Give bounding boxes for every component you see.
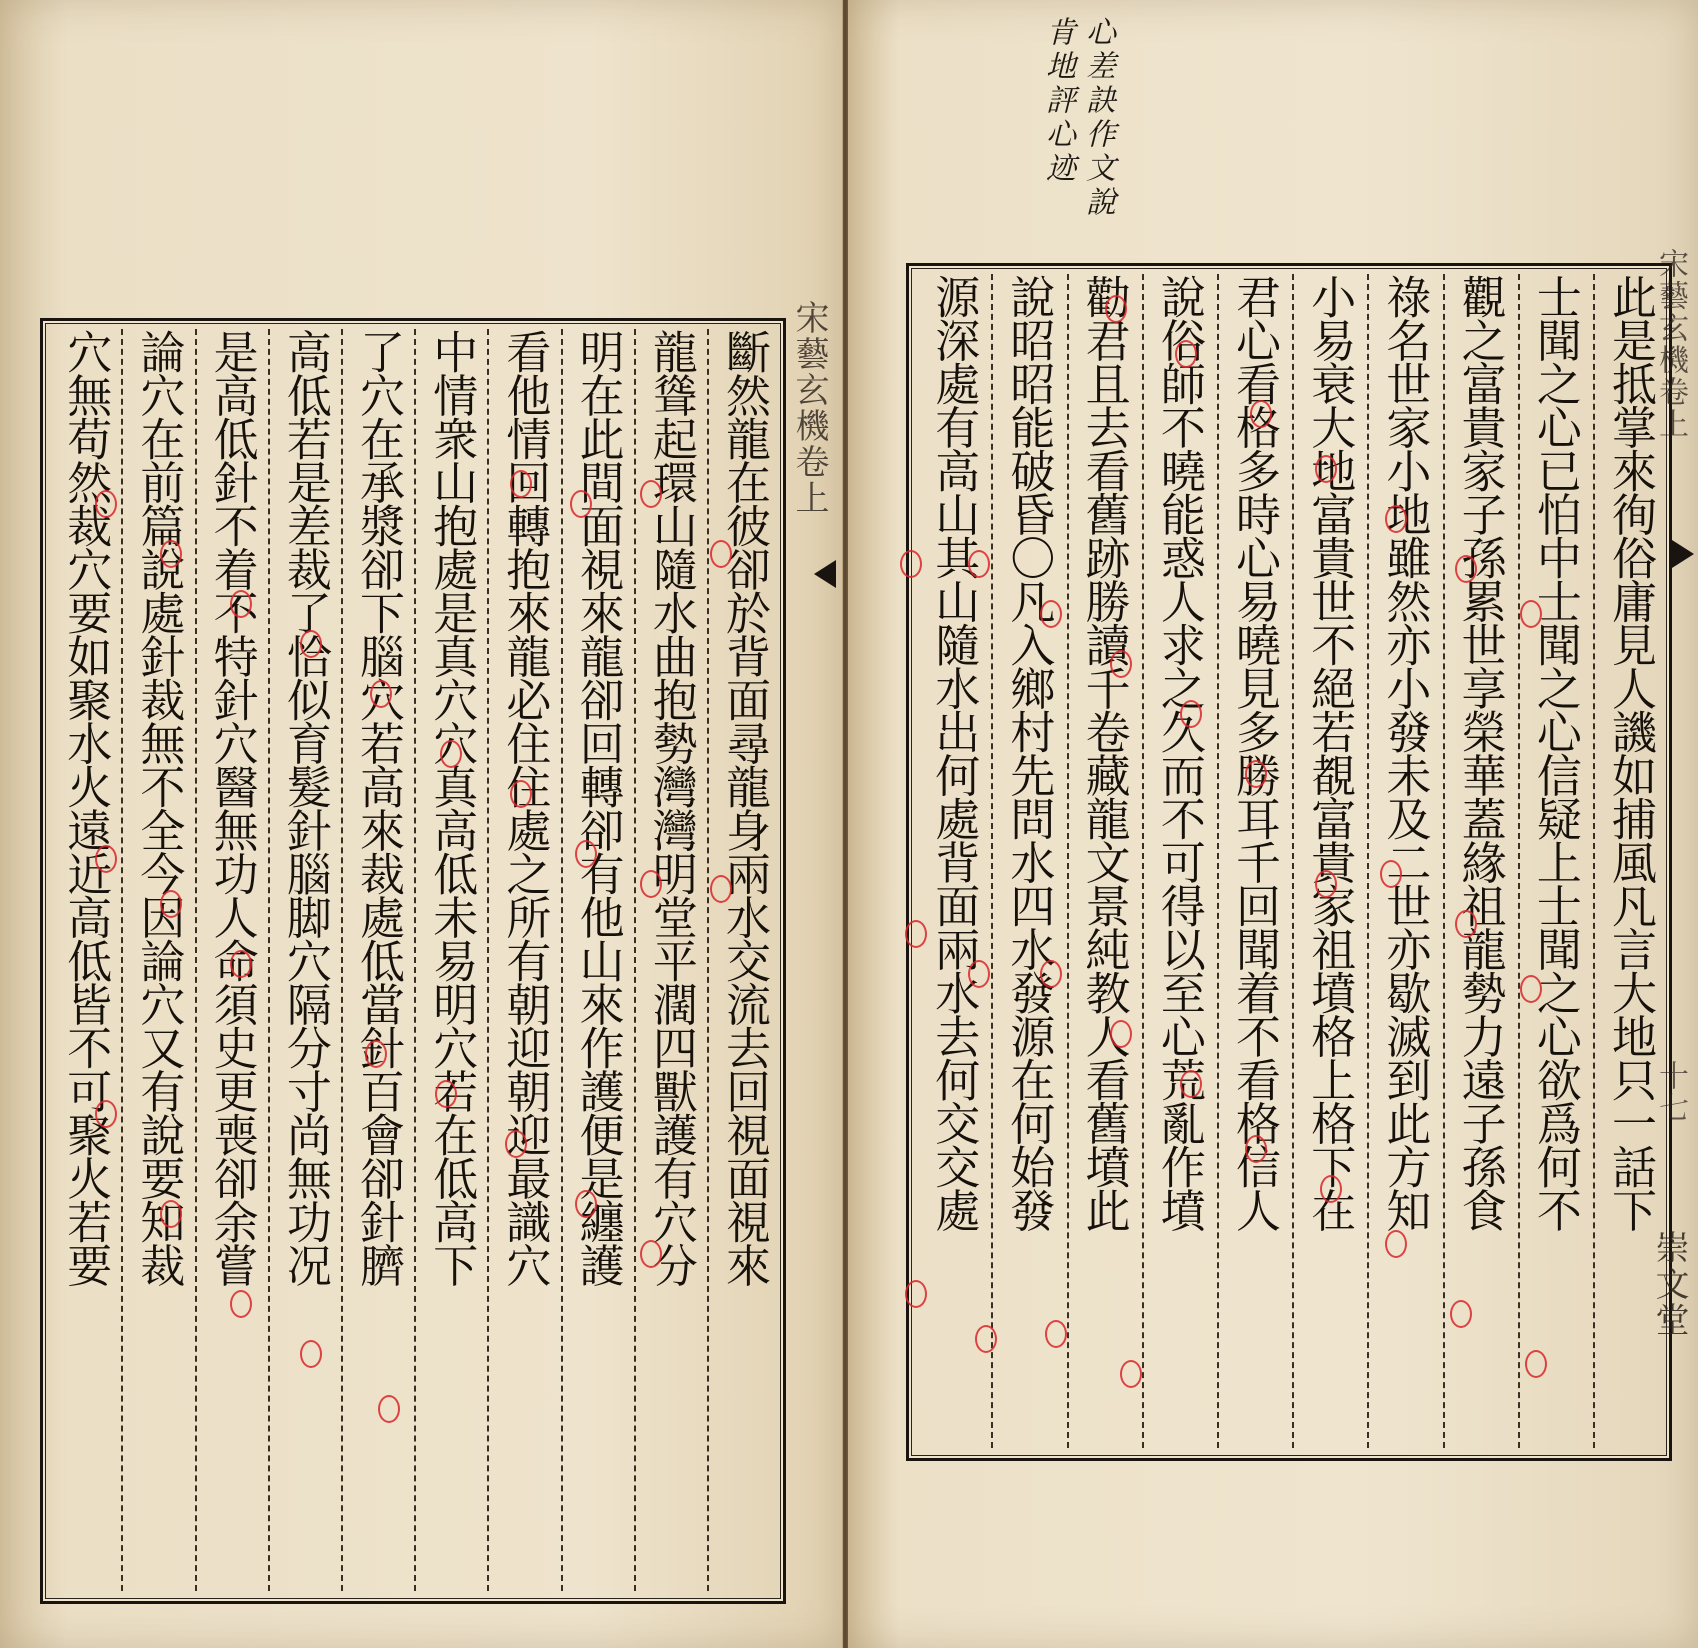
red-punctuation-mark bbox=[510, 780, 532, 808]
red-punctuation-mark bbox=[1385, 1230, 1407, 1258]
red-punctuation-mark bbox=[160, 1200, 182, 1228]
red-punctuation-mark bbox=[968, 960, 990, 988]
red-punctuation-mark bbox=[975, 1325, 997, 1353]
red-punctuation-mark bbox=[435, 1080, 457, 1108]
left-page bbox=[0, 0, 843, 1648]
red-punctuation-mark bbox=[1525, 1350, 1547, 1378]
red-punctuation-mark bbox=[905, 1280, 927, 1308]
right-edge-label: 宋藝玄機卷上 bbox=[1653, 248, 1688, 440]
red-punctuation-mark bbox=[300, 630, 322, 658]
red-punctuation-mark bbox=[95, 845, 117, 873]
red-punctuation-mark bbox=[575, 1190, 597, 1218]
red-punctuation-mark bbox=[95, 490, 117, 518]
red-punctuation-mark bbox=[1040, 600, 1062, 628]
text-column: 觀之富貴家子孫累世享榮華蓋緣祖龍勢力遠子孫食 bbox=[1443, 274, 1515, 1448]
text-column: 士聞之心已怕中士聞之心信疑上士聞之心欲爲何不 bbox=[1518, 274, 1590, 1448]
fishtail-mark-icon bbox=[1672, 540, 1694, 568]
red-punctuation-mark bbox=[1175, 340, 1197, 368]
text-column: 高低若是差裁了恰似育髮針腦脚穴隔分寸尚無功况 bbox=[268, 329, 340, 1591]
red-punctuation-mark bbox=[1180, 700, 1202, 728]
red-punctuation-mark bbox=[1120, 1360, 1142, 1388]
text-column: 祿名世家小地雖然亦小發未及二世亦歇滅到此方知 bbox=[1367, 274, 1439, 1448]
red-punctuation-mark bbox=[1450, 1300, 1472, 1328]
red-punctuation-mark bbox=[1250, 400, 1272, 428]
red-punctuation-mark bbox=[230, 590, 252, 618]
red-punctuation-mark bbox=[300, 1340, 322, 1368]
red-punctuation-mark bbox=[1245, 1135, 1267, 1163]
text-column: 小易衰大地富貴世不絕若覩富貴家祖墳格上格下在 bbox=[1292, 274, 1364, 1448]
text-column: 中情衆山抱處是真穴穴真高低未易明穴若在低高下 bbox=[414, 329, 486, 1591]
text-column: 明在此間面視來龍卻回轉卻有他山來作護便是纏護 bbox=[561, 329, 633, 1591]
red-punctuation-mark bbox=[1045, 1320, 1067, 1348]
red-punctuation-mark bbox=[1040, 960, 1062, 988]
margin-note-col2: 肯地評心迹 bbox=[1040, 16, 1075, 186]
red-punctuation-mark bbox=[1455, 910, 1477, 938]
red-punctuation-mark bbox=[365, 1040, 387, 1068]
red-punctuation-mark bbox=[1315, 455, 1337, 483]
right-page bbox=[848, 0, 1698, 1648]
red-punctuation-mark bbox=[1380, 860, 1402, 888]
text-column: 是高低針不着不特針穴醫無功人命須史更喪卻余嘗 bbox=[195, 329, 267, 1591]
red-punctuation-mark bbox=[575, 840, 597, 868]
red-punctuation-mark bbox=[1520, 975, 1542, 1003]
text-column: 源深處有高山其山隨水出何處背面兩水去何交交處 bbox=[927, 274, 981, 1231]
red-punctuation-mark bbox=[160, 890, 182, 918]
red-punctuation-mark bbox=[1180, 1070, 1202, 1098]
left-edge-label: 宋藝玄機卷上 bbox=[789, 300, 829, 516]
left-text-frame bbox=[40, 318, 786, 1604]
red-punctuation-mark bbox=[1455, 555, 1477, 583]
red-punctuation-mark bbox=[1245, 760, 1267, 788]
text-column: 龍聳起環山隨水曲抱勢灣灣明堂平濶四獸護有穴分 bbox=[634, 329, 706, 1591]
text-column: 斷然龍在彼卻於背面尋龍身兩水交流去回視面視來 bbox=[707, 329, 779, 1591]
right-text-frame bbox=[906, 263, 1672, 1461]
text-column: 穴無苟然裁穴要如聚水火遠近高低皆不可聚火若要 bbox=[59, 329, 113, 1286]
red-punctuation-mark bbox=[1520, 600, 1542, 628]
red-punctuation-mark bbox=[640, 1240, 662, 1268]
red-punctuation-mark bbox=[640, 870, 662, 898]
text-column: 看他情回轉抱來龍必住住處之所有朝迎朝迎最識穴 bbox=[487, 329, 559, 1591]
red-punctuation-mark bbox=[378, 1395, 400, 1423]
red-punctuation-mark bbox=[710, 540, 732, 568]
text-column: 了穴在承漿卻下腦穴若高來裁處低當針百會卻針臍 bbox=[341, 329, 413, 1591]
red-punctuation-mark bbox=[570, 490, 592, 518]
red-punctuation-mark bbox=[905, 920, 927, 948]
publisher-label: 崇文堂 bbox=[1649, 1230, 1689, 1338]
red-punctuation-mark bbox=[710, 875, 732, 903]
red-punctuation-mark bbox=[1110, 1020, 1132, 1048]
red-punctuation-mark bbox=[900, 550, 922, 578]
red-punctuation-mark bbox=[440, 740, 462, 768]
text-column: 說俗師不曉能惑人求之久而不可得以至心荒亂作墳 bbox=[1142, 274, 1214, 1448]
red-punctuation-mark bbox=[160, 540, 182, 568]
red-punctuation-mark bbox=[1110, 650, 1132, 678]
red-punctuation-mark bbox=[1105, 295, 1127, 323]
fishtail-mark-icon bbox=[814, 560, 836, 588]
red-punctuation-mark bbox=[1385, 505, 1407, 533]
text-column: 君心看格多時心易曉見多勝耳千回聞着不看格信人 bbox=[1217, 274, 1289, 1448]
red-punctuation-mark bbox=[1315, 870, 1337, 898]
margin-note-col1: 心差訣作文說 bbox=[1080, 16, 1115, 220]
text-column: 此是抵掌來徇俗庸見人譏如捕風凡言大地只一話下 bbox=[1593, 274, 1665, 1448]
red-punctuation-mark bbox=[1320, 1175, 1342, 1203]
red-punctuation-mark bbox=[968, 550, 990, 578]
red-punctuation-mark bbox=[640, 480, 662, 508]
text-column: 說昭昭能破昏〇凡入鄉村先問水四水發源在何始發 bbox=[991, 274, 1063, 1448]
red-punctuation-mark bbox=[230, 950, 252, 978]
red-punctuation-mark bbox=[505, 1130, 527, 1158]
red-punctuation-mark bbox=[370, 680, 392, 708]
red-punctuation-mark bbox=[95, 1100, 117, 1128]
red-punctuation-mark bbox=[510, 470, 532, 498]
text-column: 論穴在前篇說處針裁無不全今因論穴又有說要知裁 bbox=[121, 329, 193, 1591]
text-column: 勸君且去看舊跡勝讀千卷藏龍文景純教人看舊墳此 bbox=[1067, 274, 1139, 1448]
folio-number: 十七 bbox=[1653, 1060, 1688, 1124]
red-punctuation-mark bbox=[230, 1290, 252, 1318]
